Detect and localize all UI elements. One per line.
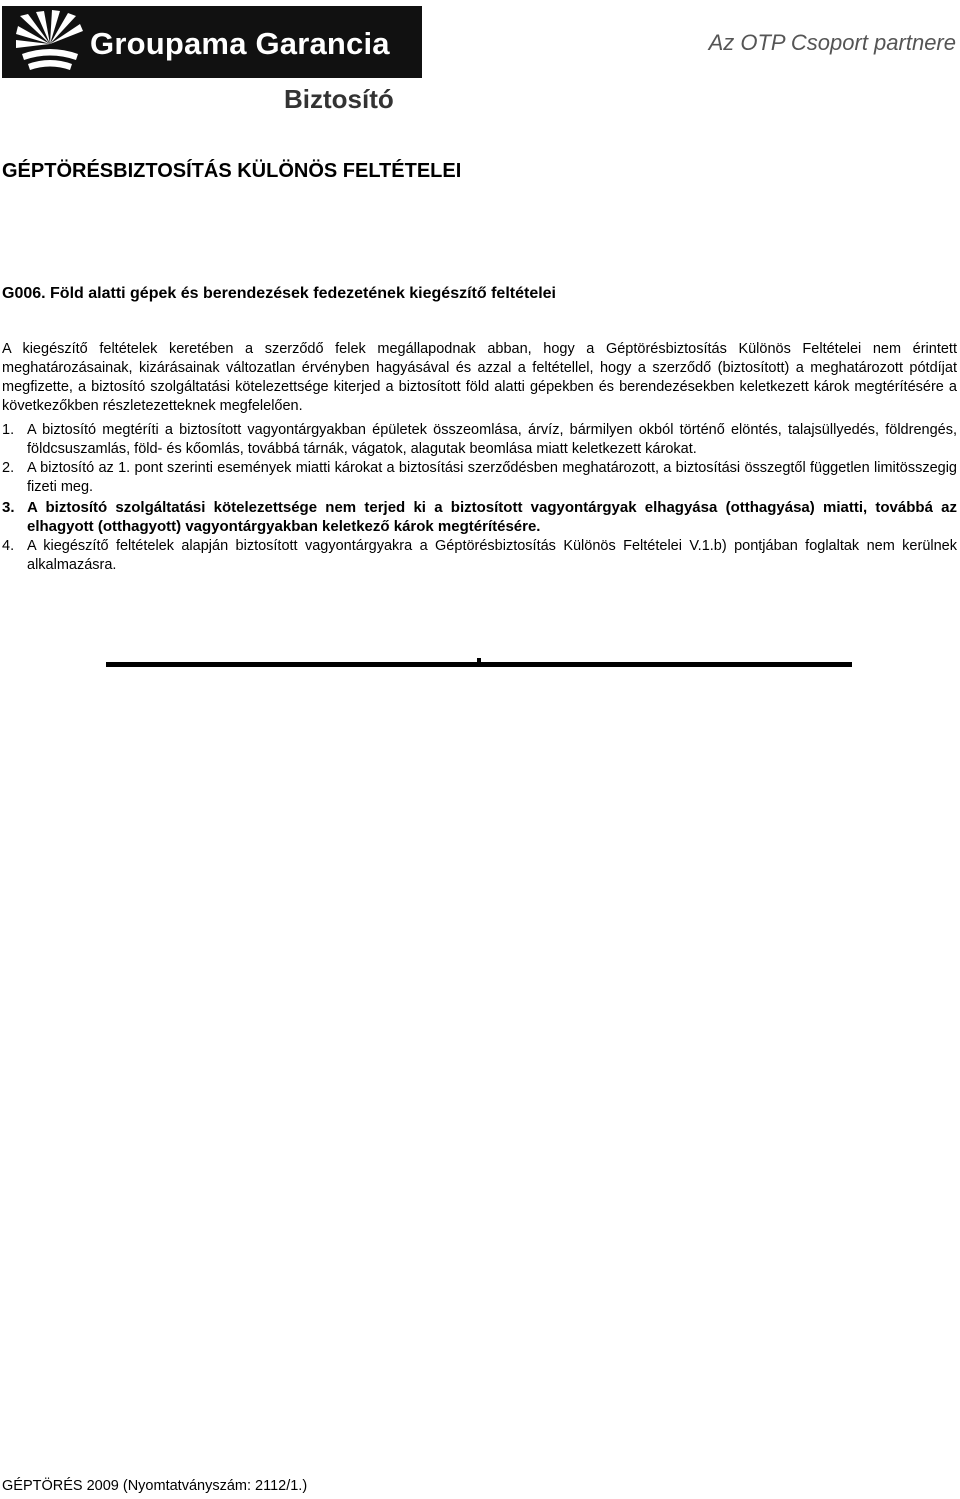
list-item-number: 4. bbox=[2, 538, 15, 554]
intro-paragraph: A kiegészítő feltételek keretében a szerződő felek megállapodnak abban, hogy a Géptörésbiztosítás Különös Feltételei nem érintett meghatározásainak, kizárásainak változatlan érvényben hagyásával és azzal a feltétellel, hogy a szerződő (biztosított) a meghatározott pótdíjat megfizette, a biztosító szolgáltatási kötelezettsége kiterjed a biztosított föld alatti gépekben és berendezésekben keletkezett károk megtérítésére a következőkben részletezetteknek megfelelően. bbox=[2, 341, 957, 414]
section-divider bbox=[106, 662, 852, 667]
brand-subtitle: Biztosító bbox=[284, 84, 394, 114]
page-header bbox=[0, 0, 960, 120]
document-title: GÉPTÖRÉSBIZTOSÍTÁS KÜLÖNÖS FELTÉTELEI bbox=[2, 160, 462, 182]
list-item-text: A biztosító megtéríti a biztosított vagyontárgyakban épületek összeomlása, árvíz, bármilyen okból történő elöntés, talajsüllyedés, földrengés, földcsuszamlás, föld- és kőomlás, továbbá tárnák, vágatok, alagutak beomlása miatt keletkezett károkat. bbox=[27, 422, 957, 457]
brand-name: Groupama Garancia bbox=[90, 26, 390, 61]
list-item-number: 1. bbox=[2, 422, 15, 438]
list-item-number: 2. bbox=[2, 460, 15, 476]
list-item bbox=[2, 537, 957, 575]
footer-text: GÉPTÖRÉS 2009 (Nyomtatványszám: 2112/1.) bbox=[2, 1478, 308, 1494]
list-item bbox=[2, 498, 957, 536]
brand-logo bbox=[2, 6, 422, 78]
partner-tagline: Az OTP Csoport partnere bbox=[708, 30, 956, 55]
list-item-number: 3. bbox=[2, 499, 15, 516]
conditions-list bbox=[2, 421, 957, 575]
section-heading: G006. Föld alatti gépek és berendezések fedezetének kiegészítő feltételei bbox=[2, 285, 556, 302]
list-item bbox=[2, 421, 957, 459]
list-item-text: A biztosító szolgáltatási kötelezettsége nem terjed ki a biztosított vagyontárgyak elhagyása (otthagyása) miatti, továbbá az elhagyott (otthagyott) vagyontárgyakban keletkező károk megtérítésére. bbox=[27, 499, 957, 535]
groupama-sunburst-logo-icon bbox=[16, 10, 84, 74]
list-item bbox=[2, 459, 957, 497]
list-item-text: A biztosító az 1. pont szerinti események miatti károkat a biztosítási szerződésben meghatározott, a biztosítási összegtől független limitösszegig fizeti meg. bbox=[27, 460, 957, 495]
list-item-text: A kiegészítő feltételek alapján biztosított vagyontárgyakra a Géptörésbiztosítás Különös Feltételei V.1.b) pontjában foglaltak nem kerülnek alkalmazásra. bbox=[27, 538, 957, 573]
